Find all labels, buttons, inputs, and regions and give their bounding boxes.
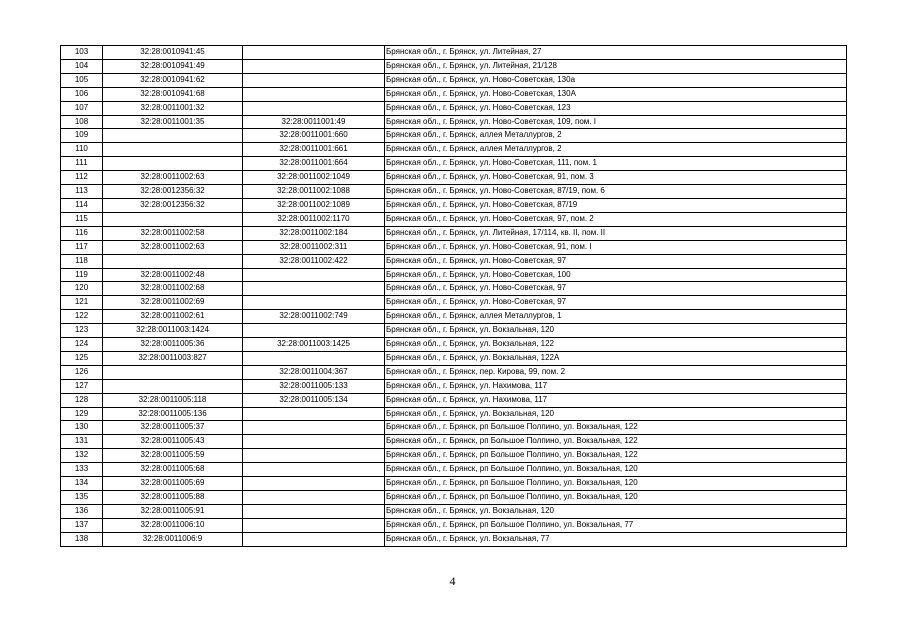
cadastral-number-cell xyxy=(103,379,243,393)
linked-cadastral-number-cell xyxy=(243,421,385,435)
linked-cadastral-number-cell xyxy=(243,449,385,463)
cadastral-number-cell: 32:28:0011002:69 xyxy=(103,296,243,310)
address-cell: Брянская обл., г. Брянск, аллея Металлургов, 2 xyxy=(385,143,847,157)
cadastral-number-cell: 32:28:0011006:10 xyxy=(103,518,243,532)
table-row xyxy=(61,463,847,477)
address-cell: Брянская обл., г. Брянск, пер. Кирова, 99, пом. 2 xyxy=(385,365,847,379)
table-row xyxy=(61,365,847,379)
address-cell: Брянская обл., г. Брянск, ул. Вокзальная, 77 xyxy=(385,532,847,546)
row-number-cell: 127 xyxy=(61,379,103,393)
linked-cadastral-number-cell: 32:28:0011002:422 xyxy=(243,254,385,268)
table-row xyxy=(61,449,847,463)
row-number-cell: 115 xyxy=(61,212,103,226)
table-row xyxy=(61,407,847,421)
linked-cadastral-number-cell xyxy=(243,101,385,115)
cadastral-number-cell: 32:28:0011005:37 xyxy=(103,421,243,435)
table-row xyxy=(61,129,847,143)
cadastral-number-cell xyxy=(103,365,243,379)
row-number-cell: 130 xyxy=(61,421,103,435)
address-cell: Брянская обл., г. Брянск, ул. Ново-Советская, 100 xyxy=(385,268,847,282)
linked-cadastral-number-cell: 32:28:0011001:661 xyxy=(243,143,385,157)
table-row xyxy=(61,435,847,449)
cadastral-number-cell xyxy=(103,212,243,226)
table-row xyxy=(61,185,847,199)
table-row xyxy=(61,171,847,185)
table-row xyxy=(61,143,847,157)
address-cell: Брянская обл., г. Брянск, ул. Вокзальная, 122 xyxy=(385,338,847,352)
linked-cadastral-number-cell: 32:28:0011003:1425 xyxy=(243,338,385,352)
page-number: 4 xyxy=(449,574,456,588)
linked-cadastral-number-cell: 32:28:0011005:133 xyxy=(243,379,385,393)
address-cell: Брянская обл., г. Брянск, ул. Ново-Советская, 87/19, пом. 6 xyxy=(385,185,847,199)
linked-cadastral-number-cell: 32:28:0011002:184 xyxy=(243,226,385,240)
address-cell: Брянская обл., г. Брянск, ул. Ново-Советская, 97 xyxy=(385,282,847,296)
address-cell: Брянская обл., г. Брянск, ул. Ново-Советская, 130А xyxy=(385,87,847,101)
row-number-cell: 131 xyxy=(61,435,103,449)
table-row xyxy=(61,212,847,226)
table-row xyxy=(61,254,847,268)
address-cell: Брянская обл., г. Брянск, рп Большое Полпино, ул. Вокзальная, 120 xyxy=(385,477,847,491)
cadastral-number-cell: 32:28:0011002:68 xyxy=(103,282,243,296)
cadastral-number-cell: 32:28:0011005:36 xyxy=(103,338,243,352)
address-cell: Брянская обл., г. Брянск, ул. Ново-Советская, 130а xyxy=(385,73,847,87)
table-row xyxy=(61,421,847,435)
linked-cadastral-number-cell xyxy=(243,59,385,73)
address-cell: Брянская обл., г. Брянск, рп Большое Полпино, ул. Вокзальная, 122 xyxy=(385,449,847,463)
row-number-cell: 134 xyxy=(61,477,103,491)
table-row xyxy=(61,157,847,171)
row-number-cell: 104 xyxy=(61,59,103,73)
linked-cadastral-number-cell: 32:28:0011002:311 xyxy=(243,240,385,254)
address-cell: Брянская обл., г. Брянск, рп Большое Полпино, ул. Вокзальная, 122 xyxy=(385,435,847,449)
address-cell: Брянская обл., г. Брянск, ул. Ново-Советская, 87/19 xyxy=(385,198,847,212)
registry-table-body xyxy=(61,46,847,547)
row-number-cell: 125 xyxy=(61,351,103,365)
address-cell: Брянская обл., г. Брянск, рп Большое Полпино, ул. Вокзальная, 120 xyxy=(385,463,847,477)
row-number-cell: 103 xyxy=(61,46,103,60)
linked-cadastral-number-cell xyxy=(243,463,385,477)
row-number-cell: 135 xyxy=(61,491,103,505)
row-number-cell: 138 xyxy=(61,532,103,546)
row-number-cell: 122 xyxy=(61,310,103,324)
address-cell: Брянская обл., г. Брянск, ул. Ново-Советская, 91, пом. I xyxy=(385,240,847,254)
cadastral-number-cell: 32:28:0011005:59 xyxy=(103,449,243,463)
cadastral-number-cell: 32:28:0011005:88 xyxy=(103,491,243,505)
linked-cadastral-number-cell: 32:28:0011001:664 xyxy=(243,157,385,171)
address-cell: Брянская обл., г. Брянск, рп Большое Полпино, ул. Вокзальная, 77 xyxy=(385,518,847,532)
cadastral-number-cell: 32:28:0010941:49 xyxy=(103,59,243,73)
row-number-cell: 118 xyxy=(61,254,103,268)
cadastral-number-cell: 32:28:0011005:118 xyxy=(103,393,243,407)
table-row xyxy=(61,296,847,310)
cadastral-number-cell: 32:28:0011001:32 xyxy=(103,101,243,115)
cadastral-number-cell: 32:28:0011003:827 xyxy=(103,351,243,365)
cadastral-number-cell: 32:28:0012356:32 xyxy=(103,185,243,199)
row-number-cell: 123 xyxy=(61,324,103,338)
cadastral-number-cell: 32:28:0011005:136 xyxy=(103,407,243,421)
linked-cadastral-number-cell xyxy=(243,435,385,449)
table-row xyxy=(61,268,847,282)
cadastral-number-cell: 32:28:0011003:1424 xyxy=(103,324,243,338)
table-row xyxy=(61,518,847,532)
linked-cadastral-number-cell: 32:28:0011002:1088 xyxy=(243,185,385,199)
row-number-cell: 112 xyxy=(61,171,103,185)
linked-cadastral-number-cell xyxy=(243,73,385,87)
linked-cadastral-number-cell xyxy=(243,518,385,532)
cadastral-number-cell: 32:28:0010941:62 xyxy=(103,73,243,87)
address-cell: Брянская обл., г. Брянск, ул. Ново-Советская, 91, пом. 3 xyxy=(385,171,847,185)
cadastral-number-cell xyxy=(103,157,243,171)
cadastral-number-cell: 32:28:0011005:43 xyxy=(103,435,243,449)
linked-cadastral-number-cell xyxy=(243,407,385,421)
linked-cadastral-number-cell: 32:28:0011001:49 xyxy=(243,115,385,129)
row-number-cell: 133 xyxy=(61,463,103,477)
table-row xyxy=(61,338,847,352)
address-cell: Брянская обл., г. Брянск, ул. Нахимова, 117 xyxy=(385,393,847,407)
table-row xyxy=(61,310,847,324)
table-row xyxy=(61,73,847,87)
table-row xyxy=(61,351,847,365)
table-row xyxy=(61,226,847,240)
linked-cadastral-number-cell: 32:28:0011005:134 xyxy=(243,393,385,407)
row-number-cell: 121 xyxy=(61,296,103,310)
row-number-cell: 119 xyxy=(61,268,103,282)
linked-cadastral-number-cell xyxy=(243,351,385,365)
address-cell: Брянская обл., г. Брянск, аллея Металлургов, 1 xyxy=(385,310,847,324)
linked-cadastral-number-cell xyxy=(243,46,385,60)
table-row xyxy=(61,477,847,491)
address-cell: Брянская обл., г. Брянск, ул. Литейная, 27 xyxy=(385,46,847,60)
cadastral-number-cell: 32:28:0011001:35 xyxy=(103,115,243,129)
linked-cadastral-number-cell: 32:28:0011002:749 xyxy=(243,310,385,324)
row-number-cell: 117 xyxy=(61,240,103,254)
row-number-cell: 137 xyxy=(61,518,103,532)
row-number-cell: 126 xyxy=(61,365,103,379)
table-row xyxy=(61,240,847,254)
row-number-cell: 105 xyxy=(61,73,103,87)
cadastral-number-cell: 32:28:0012356:32 xyxy=(103,198,243,212)
cadastral-number-cell xyxy=(103,129,243,143)
linked-cadastral-number-cell xyxy=(243,296,385,310)
address-cell: Брянская обл., г. Брянск, ул. Ново-Советская, 111, пом. 1 xyxy=(385,157,847,171)
cadastral-number-cell: 32:28:0010941:45 xyxy=(103,46,243,60)
linked-cadastral-number-cell: 32:28:0011002:1089 xyxy=(243,198,385,212)
cadastral-number-cell: 32:28:0011005:68 xyxy=(103,463,243,477)
cadastral-number-cell xyxy=(103,254,243,268)
linked-cadastral-number-cell xyxy=(243,491,385,505)
table-row xyxy=(61,324,847,338)
cadastral-number-cell xyxy=(103,143,243,157)
linked-cadastral-number-cell: 32:28:0011004:367 xyxy=(243,365,385,379)
address-cell: Брянская обл., г. Брянск, рп Большое Полпино, ул. Вокзальная, 122 xyxy=(385,421,847,435)
row-number-cell: 116 xyxy=(61,226,103,240)
cadastral-number-cell: 32:28:0011002:48 xyxy=(103,268,243,282)
linked-cadastral-number-cell xyxy=(243,87,385,101)
address-cell: Брянская обл., г. Брянск, ул. Вокзальная, 120 xyxy=(385,504,847,518)
table-row xyxy=(61,115,847,129)
address-cell: Брянская обл., г. Брянск, ул. Вокзальная, 122А xyxy=(385,351,847,365)
table-row xyxy=(61,59,847,73)
address-cell: Брянская обл., г. Брянск, ул. Литейная, 21/128 xyxy=(385,59,847,73)
table-row xyxy=(61,87,847,101)
table-row xyxy=(61,198,847,212)
linked-cadastral-number-cell: 32:28:0011002:1049 xyxy=(243,171,385,185)
address-cell: Брянская обл., г. Брянск, ул. Ново-Советская, 97 xyxy=(385,254,847,268)
row-number-cell: 108 xyxy=(61,115,103,129)
linked-cadastral-number-cell xyxy=(243,324,385,338)
table-row xyxy=(61,491,847,505)
row-number-cell: 136 xyxy=(61,504,103,518)
linked-cadastral-number-cell xyxy=(243,268,385,282)
address-cell: Брянская обл., г. Брянск, ул. Ново-Советская, 109, пом. I xyxy=(385,115,847,129)
address-cell: Брянская обл., г. Брянск, ул. Ново-Советская, 97, пом. 2 xyxy=(385,212,847,226)
linked-cadastral-number-cell xyxy=(243,504,385,518)
cadastral-number-cell: 32:28:0011005:69 xyxy=(103,477,243,491)
address-cell: Брянская обл., г. Брянск, рп Большое Полпино, ул. Вокзальная, 120 xyxy=(385,491,847,505)
registry-table xyxy=(60,45,847,547)
address-cell: Брянская обл., г. Брянск, ул. Нахимова, 117 xyxy=(385,379,847,393)
row-number-cell: 124 xyxy=(61,338,103,352)
linked-cadastral-number-cell xyxy=(243,282,385,296)
row-number-cell: 113 xyxy=(61,185,103,199)
table-row xyxy=(61,46,847,60)
row-number-cell: 111 xyxy=(61,157,103,171)
cadastral-number-cell: 32:28:0010941:68 xyxy=(103,87,243,101)
linked-cadastral-number-cell: 32:28:0011001:660 xyxy=(243,129,385,143)
cadastral-number-cell: 32:28:0011006:9 xyxy=(103,532,243,546)
table-row xyxy=(61,101,847,115)
row-number-cell: 128 xyxy=(61,393,103,407)
row-number-cell: 109 xyxy=(61,129,103,143)
cadastral-number-cell: 32:28:0011002:58 xyxy=(103,226,243,240)
table-row xyxy=(61,504,847,518)
address-cell: Брянская обл., г. Брянск, ул. Вокзальная, 120 xyxy=(385,407,847,421)
row-number-cell: 110 xyxy=(61,143,103,157)
row-number-cell: 114 xyxy=(61,198,103,212)
row-number-cell: 106 xyxy=(61,87,103,101)
row-number-cell: 120 xyxy=(61,282,103,296)
row-number-cell: 129 xyxy=(61,407,103,421)
cadastral-number-cell: 32:28:0011002:63 xyxy=(103,171,243,185)
table-row xyxy=(61,393,847,407)
cadastral-number-cell: 32:28:0011002:63 xyxy=(103,240,243,254)
cadastral-number-cell: 32:28:0011005:91 xyxy=(103,504,243,518)
table-row xyxy=(61,532,847,546)
linked-cadastral-number-cell xyxy=(243,532,385,546)
address-cell: Брянская обл., г. Брянск, ул. Ново-Советская, 97 xyxy=(385,296,847,310)
cadastral-number-cell: 32:28:0011002:61 xyxy=(103,310,243,324)
linked-cadastral-number-cell: 32:28:0011002:1170 xyxy=(243,212,385,226)
address-cell: Брянская обл., г. Брянск, ул. Вокзальная, 120 xyxy=(385,324,847,338)
address-cell: Брянская обл., г. Брянск, ул. Ново-Советская, 123 xyxy=(385,101,847,115)
table-row xyxy=(61,379,847,393)
address-cell: Брянская обл., г. Брянск, ул. Литейная, 17/114, кв. II, пом. II xyxy=(385,226,847,240)
row-number-cell: 132 xyxy=(61,449,103,463)
row-number-cell: 107 xyxy=(61,101,103,115)
address-cell: Брянская обл., г. Брянск, аллея Металлургов, 2 xyxy=(385,129,847,143)
table-row xyxy=(61,282,847,296)
linked-cadastral-number-cell xyxy=(243,477,385,491)
